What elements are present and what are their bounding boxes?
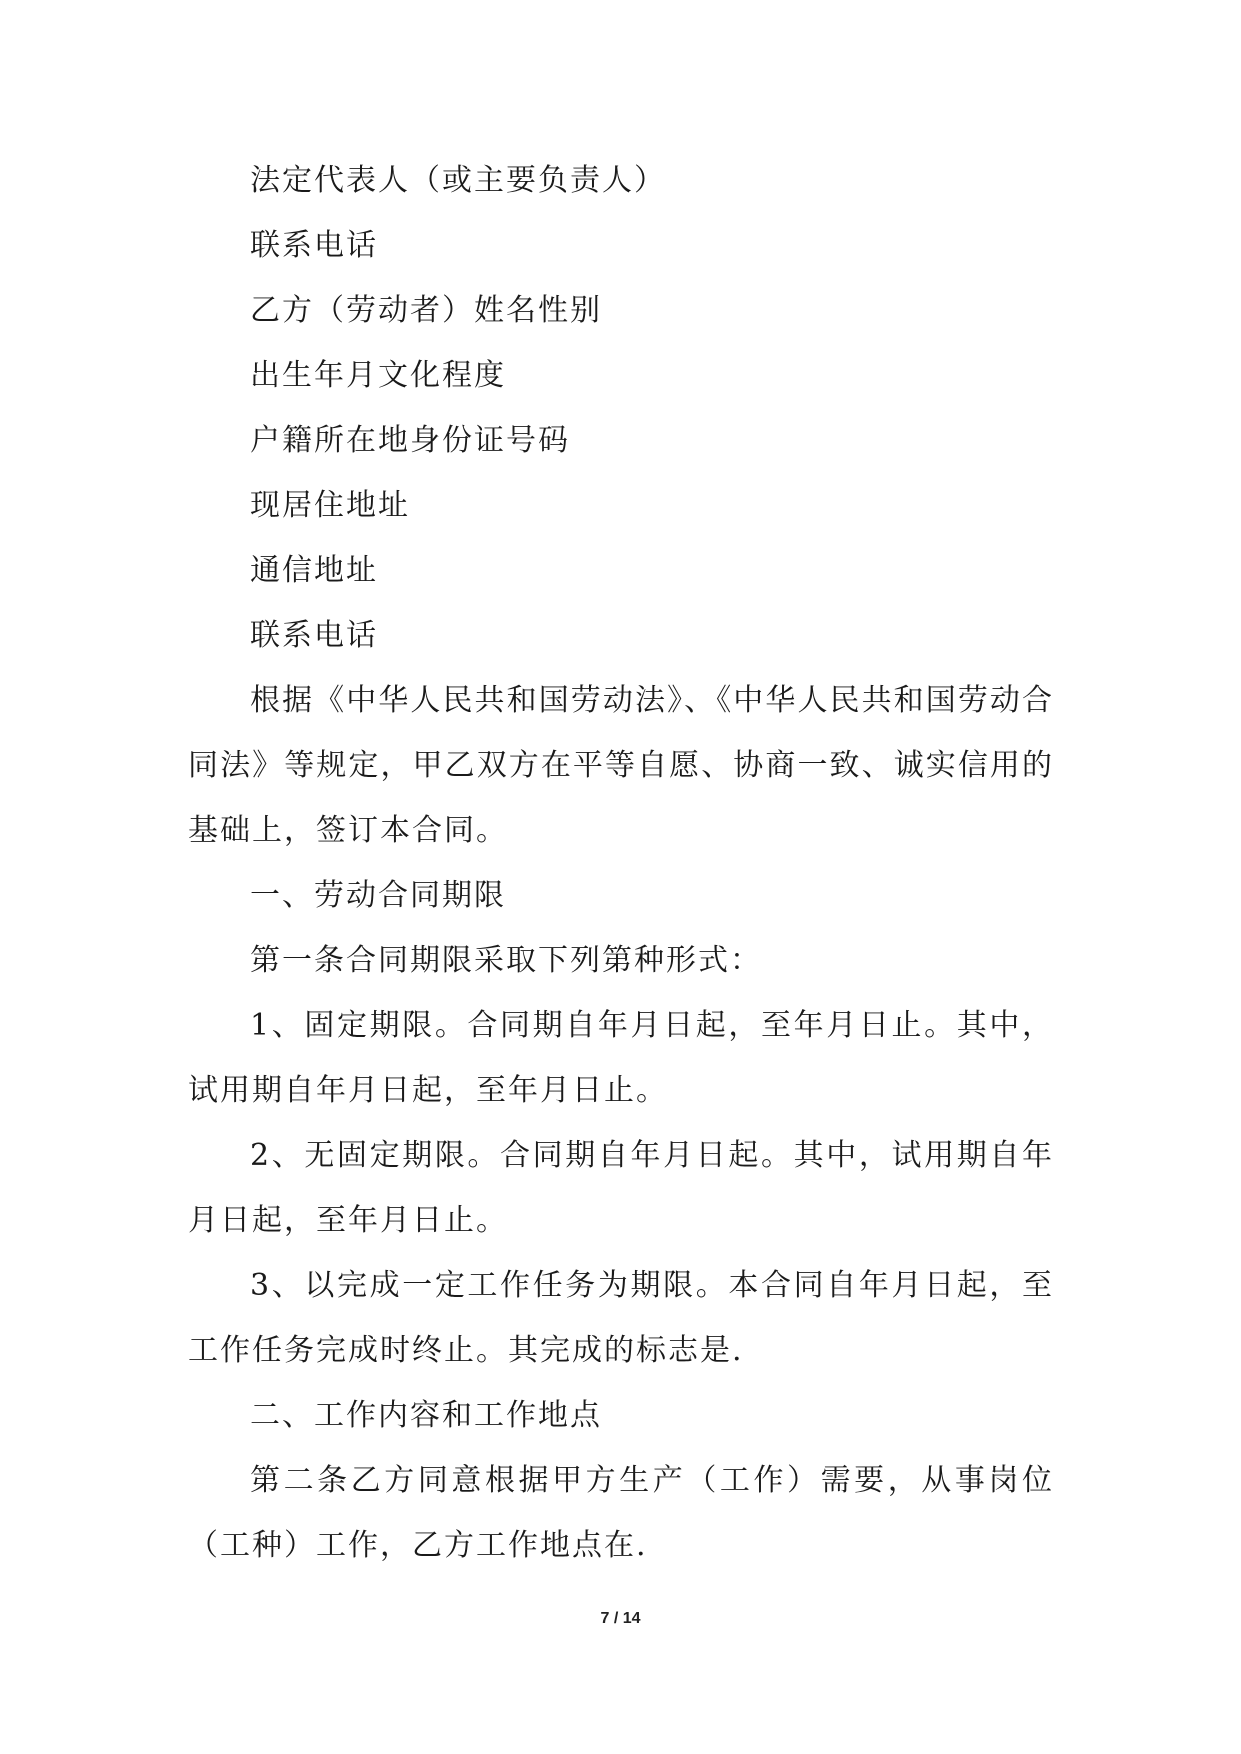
section-heading-work-content: 二、工作内容和工作地点: [250, 1398, 602, 1433]
article-1-option-1: 1、固定期限。合同期自年月日起，至年月日止。其中，试用期自年月日起，至年月日止。: [188, 1008, 1054, 1108]
field-current-address: 现居住地址: [250, 488, 410, 523]
article-1: 第一条合同期限采取下列第种形式：: [250, 943, 762, 978]
field-birth-education: 出生年月文化程度: [250, 358, 506, 393]
section-heading-contract-term: 一、劳动合同期限: [250, 878, 506, 913]
article-1-option-3: 3、以完成一定工作任务为期限。本合同自年月日起，至工作任务完成时终止。其完成的标志是.: [188, 1268, 1054, 1368]
field-household-id: 户籍所在地身份证号码: [250, 423, 570, 458]
article-2: 第二条乙方同意根据甲方生产（工作）需要，从事岗位（工种）工作，乙方工作地点在.: [188, 1463, 1054, 1563]
page-number: 7 / 14: [600, 1610, 641, 1627]
field-party-b-name-gender: 乙方（劳动者）姓名性别: [250, 293, 602, 328]
field-mailing-address: 通信地址: [250, 553, 378, 588]
field-party-a-phone: 联系电话: [250, 228, 378, 263]
field-party-b-phone: 联系电话: [250, 618, 378, 653]
document-body: [188, 148, 1054, 1578]
article-1-option-2: 2、无固定期限。合同期自年月日起。其中，试用期自年月日起，至年月日止。: [188, 1138, 1054, 1238]
preamble-paragraph: 根据《中华人民共和国劳动法》、《中华人民共和国劳动合同法》等规定，甲乙双方在平等自愿、协商一致、诚实信用的基础上，签订本合同。: [188, 683, 1054, 848]
field-legal-representative: 法定代表人（或主要负责人）: [250, 163, 666, 198]
